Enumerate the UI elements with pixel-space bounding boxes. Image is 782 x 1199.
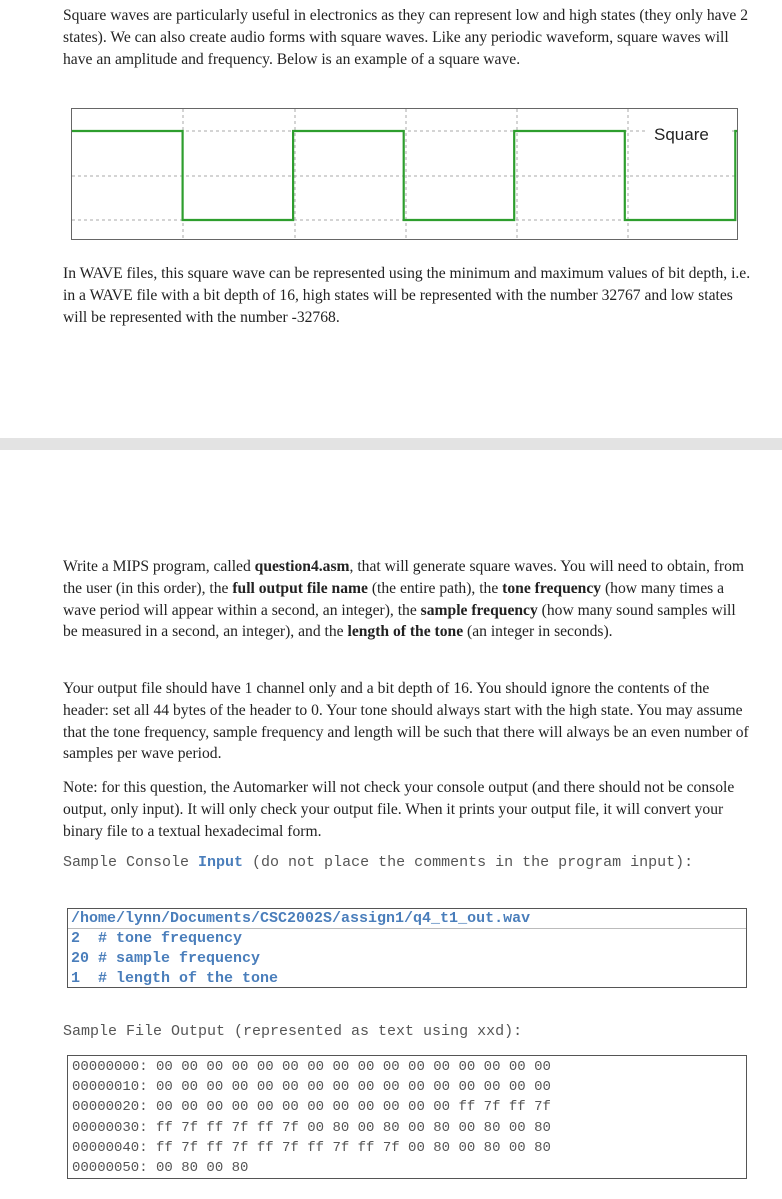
sample-output-label: Sample File Output (represented as text using xxd): <box>63 1023 523 1040</box>
square-wave-chart <box>71 108 739 241</box>
sample-input-label: Sample Console Input (do not place the comments in the program input): <box>63 854 694 871</box>
section-divider <box>0 438 782 450</box>
input-line-path: /home/lynn/Documents/CSC2002S/assign1/q4_t1_out.wav <box>68 909 746 929</box>
automarker-note-paragraph: Note: for this question, the Automarker will not check your console output (and there should not be console output, only input). It will only check your output file. When it prints your output file, it will convert your binary file to a textual hexadecimal form. <box>63 779 735 840</box>
question-paragraph: Write a MIPS program, called question4.asm, that will generate square waves. You will need to obtain, from the user (in this order), the full output file name (the entire path), the tone frequency (how many times a wave period will appear within a second, an integer), the sample frequency (how many sound samples will be measured in a second, an integer), and the length of the tone (an integer in seconds). <box>63 558 745 641</box>
sample-output-box <box>67 1055 747 1179</box>
output-requirements-paragraph: Your output file should have 1 channel only and a bit depth of 16. You should ignore the contents of the header: set all 44 bytes of the header to 0. Your tone should always start with the high state. You may assume that the tone frequency, sample frequency and length will be such that there will always be an even number of samples per wave period. <box>63 680 749 763</box>
hex-row: 00000050: 00 80 00 80 <box>72 1160 249 1177</box>
input-line-tone: 2 # tone frequency <box>71 930 243 947</box>
input-line-length: 1 # length of the tone <box>71 970 279 987</box>
intro-paragraph: Square waves are particularly useful in electronics as they can represent low and high states (they only have 2 states). We can also create audio forms with square waves. Like any periodic waveform, square waves will have an amplitude and frequency. Below is an example of a square wave. <box>63 7 749 68</box>
input-line-sample: 20 # sample frequency <box>71 950 261 967</box>
hex-row: 00000030: ff 7f ff 7f ff 7f 00 80 00 80 00 80 00 80 00 80 <box>72 1119 551 1136</box>
wave-file-paragraph: In WAVE files, this square wave can be represented using the minimum and maximum values of bit depth, i.e. in a WAVE file with a bit depth of 16, high states will be represented with the number 32767 and low states will be represented with the number -32768. <box>63 265 751 326</box>
program-filename: question4.asm <box>254 558 350 575</box>
hex-row: 00000040: ff 7f ff 7f ff 7f ff 7f ff 7f 00 80 00 80 00 80 <box>72 1139 551 1156</box>
hex-row: 00000020: 00 00 00 00 00 00 00 00 00 00 00 00 ff 7f ff 7f <box>72 1099 551 1116</box>
legend-label: Square <box>654 125 709 144</box>
hex-row: 00000010: 00 00 00 00 00 00 00 00 00 00 00 00 00 00 00 00 <box>72 1079 551 1096</box>
sample-input-box <box>67 908 747 988</box>
hex-row: 00000000: 00 00 00 00 00 00 00 00 00 00 00 00 00 00 00 00 <box>72 1059 551 1075</box>
